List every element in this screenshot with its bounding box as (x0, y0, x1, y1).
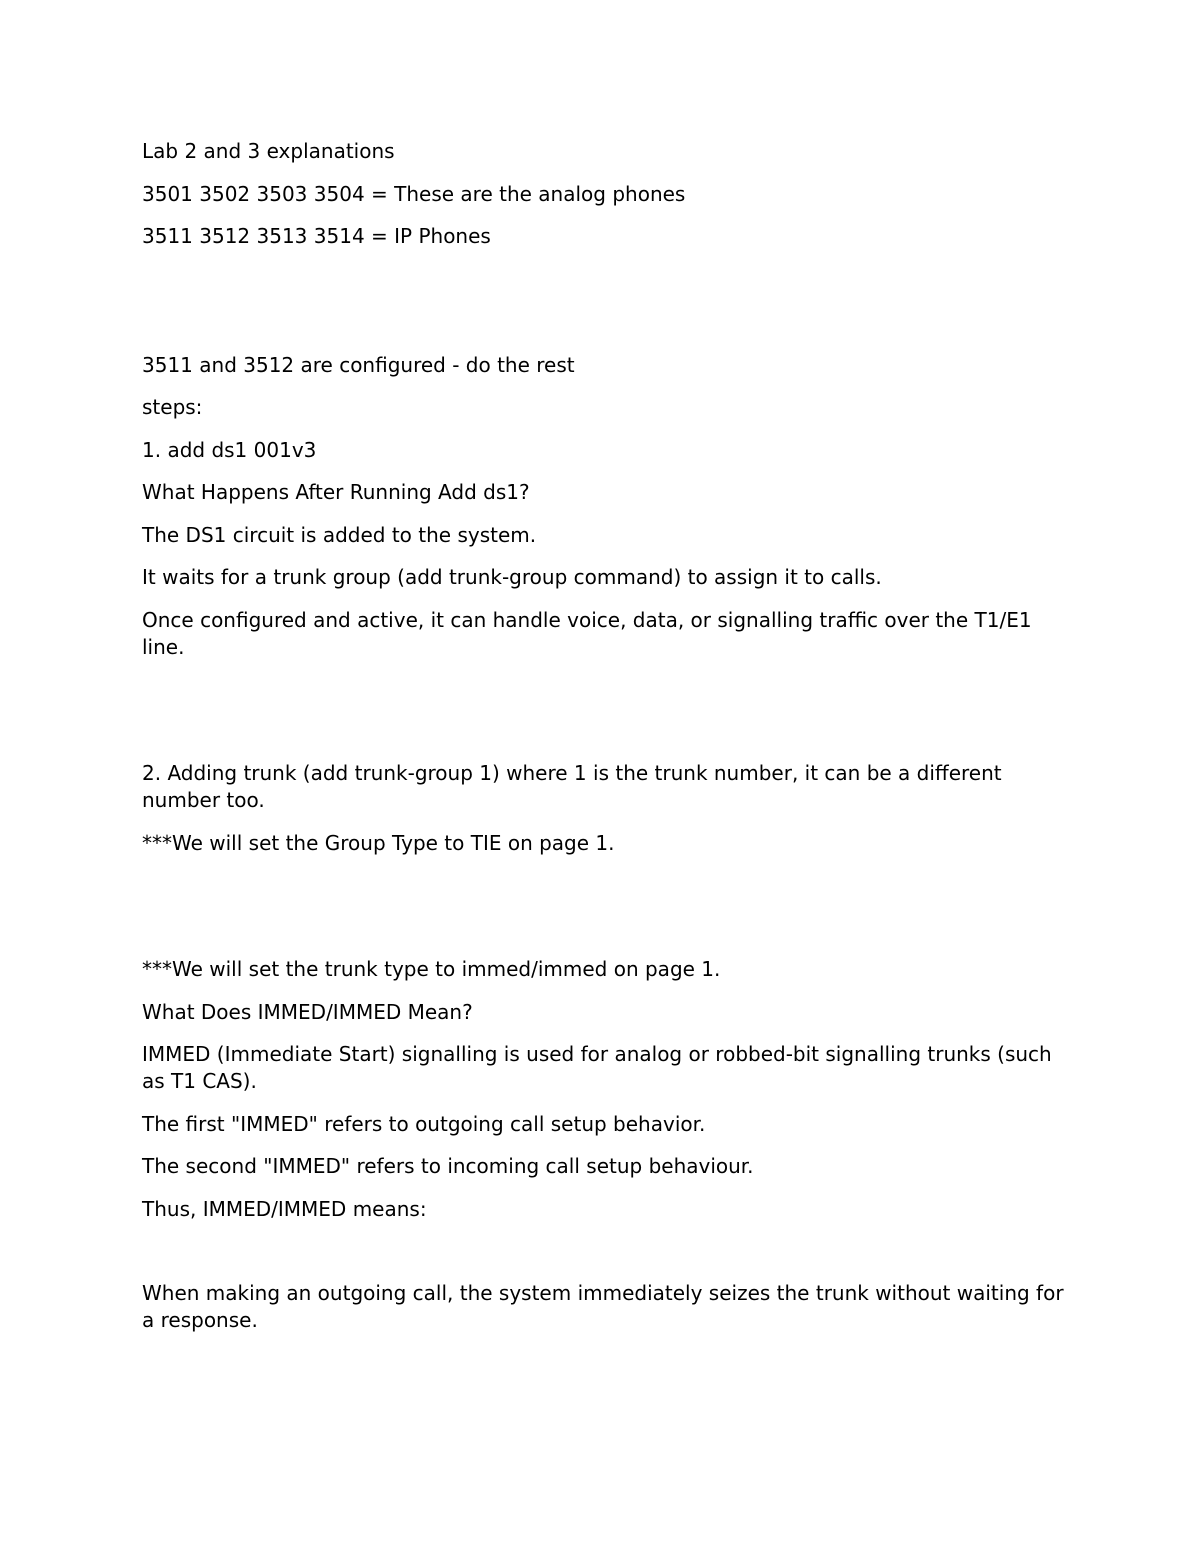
question-after-ds1: What Happens After Running Add ds1? (142, 480, 530, 504)
analog-phones-line: 3501 3502 3503 3504 = These are the analog phones (142, 181, 686, 206)
ip-phones-line: 3511 3512 3513 3514 = IP Phones (142, 224, 491, 248)
immed-definition: IMMED (Immediate Start) signalling is used for analog or robbed-bit signalling trunks (such as T1 CAS). (142, 1042, 1052, 1093)
second-immed-line: The second "IMMED" refers to incoming call setup behaviour. (142, 1154, 754, 1178)
thus-line: Thus, IMMED/IMMED means: (142, 1196, 427, 1221)
document-title: Lab 2 and 3 explanations (142, 139, 395, 163)
blank-space (142, 872, 1072, 956)
blank-space (142, 676, 1072, 760)
outgoing-call-line: When making an outgoing call, the system immediately seizes the trunk without waiting for a response. (142, 1281, 1064, 1332)
question-immed: What Does IMMED/IMMED Mean? (142, 999, 473, 1024)
ds1-waits-line: It waits for a trunk group (add trunk-group command) to assign it to calls. (142, 565, 882, 589)
blank-space (142, 266, 1072, 352)
group-type-note: ***We will set the Group Type to TIE on page 1. (142, 830, 615, 855)
first-immed-line: The first "IMMED" refers to outgoing call setup behavior. (142, 1111, 706, 1136)
trunk-type-note: ***We will set the trunk type to immed/immed on page 1. (142, 957, 721, 981)
document-body (142, 138, 1072, 1350)
step-1: 1. add ds1 001v3 (142, 437, 317, 462)
configured-line: 3511 and 3512 are configured - do the rest (142, 352, 575, 377)
steps-label: steps: (142, 395, 203, 419)
blank-space (142, 1238, 1072, 1280)
ds1-active-line: Once configured and active, it can handle voice, data, or signalling traffic over the T1/E1 line. (142, 607, 1032, 659)
ds1-added-line: The DS1 circuit is added to the system. (142, 522, 537, 547)
step-2: 2. Adding trunk (add trunk-group 1) where 1 is the trunk number, it can be a different number too. (142, 761, 1002, 812)
